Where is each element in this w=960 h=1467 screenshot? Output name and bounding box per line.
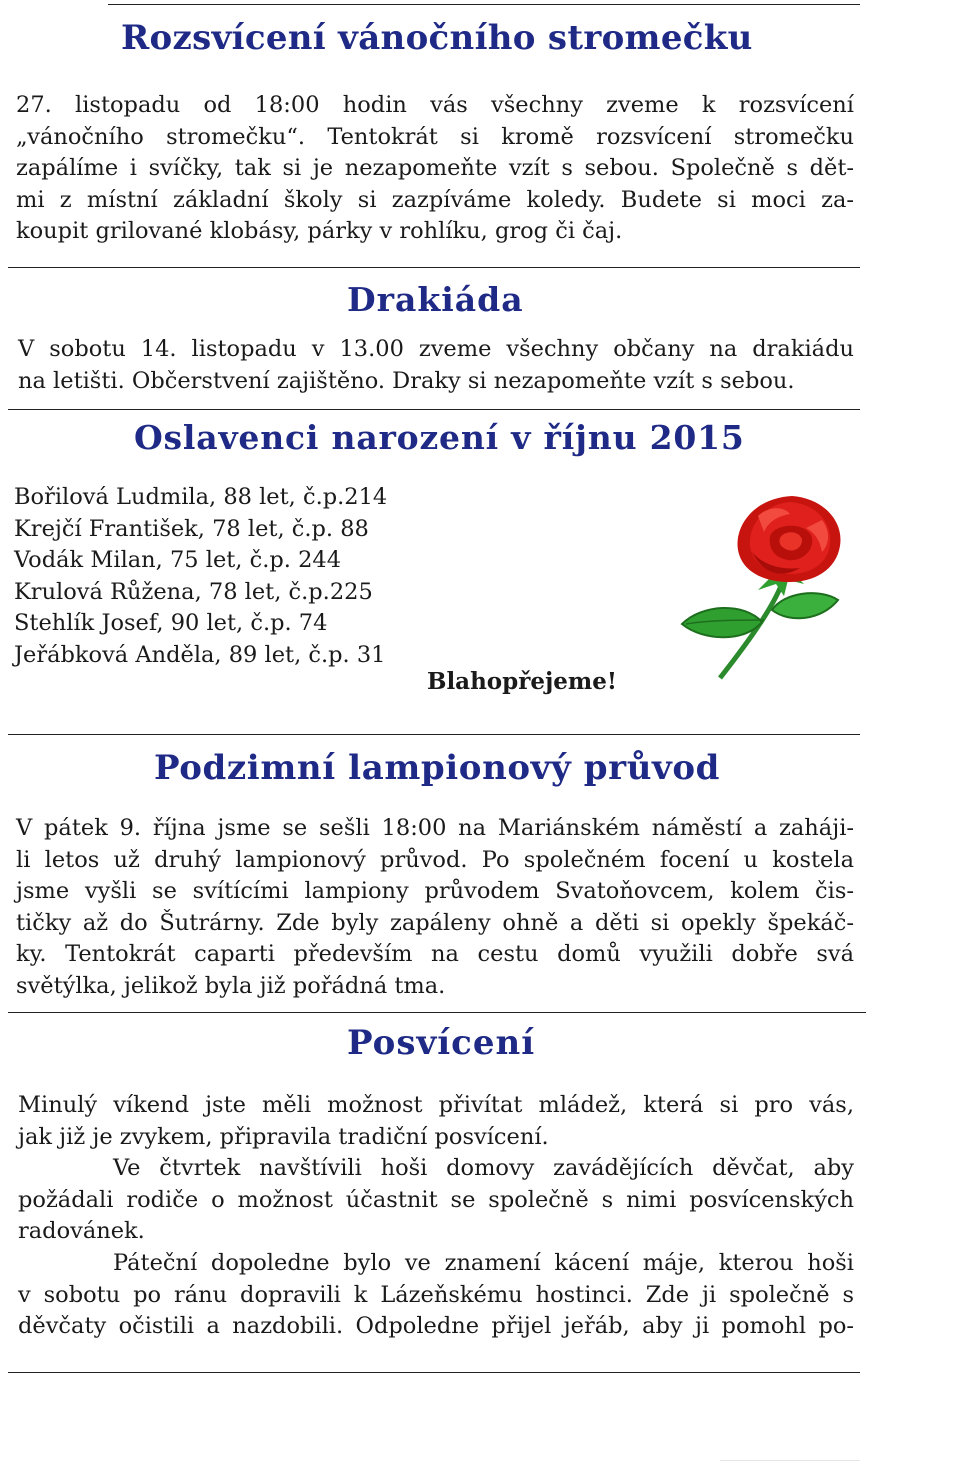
text-line: jak již je zvykem, připravila tradiční posvícení. [18,1123,549,1150]
lantern-parade-paragraph [16,813,854,1002]
text-line: jsme vyšli se svítícími lampiony průvodem Svatoňovcem, kolem čis- [16,878,854,904]
list-item: Vodák Milan, 75 let, č.p. 244 [14,547,342,573]
text-line: „vánočního stromečku“. Tentokrát si kromě rozsvícení stromečku [16,123,854,150]
text-line: Ve čtvrtek navštívili hoši domovy zavádějících děvčat, aby [113,1155,854,1181]
divider-3 [8,734,860,735]
birthdays-title: Oslavenci narození v říjnu 2015 [134,418,745,457]
text-line: děvčaty očistili a nazdobili. Odpoledne přijel jeřáb, aby ji pomohl po- [18,1313,854,1339]
feast-paragraph-1 [18,1090,854,1153]
feast-paragraph-2 [18,1153,854,1248]
text-line: světýlka, jelikož byla již pořádná tma. [16,972,446,999]
list-item: Bořilová Ludmila, 88 let, č.p.214 [14,484,388,510]
top-rule [108,4,860,5]
text-line: Minulý víkend jste měli možnost přivítat mládež, která si pro vás, [18,1092,854,1118]
list-item: Krulová Růžena, 78 let, č.p.225 [14,578,373,605]
text-line: požádali rodiče o možnost účastnit se společně s nimi posvícenských [18,1186,854,1213]
kite-festival-paragraph [18,334,854,397]
feast-title: Posvícení [347,1023,536,1063]
list-item: Jeřábková Anděla, 89 let, č.p. 31 [14,641,386,668]
text-line: V pátek 9. října jsme se sešli 18:00 na Mariánském náměstí a zaháji- [16,815,854,841]
feast-paragraph-3 [18,1248,854,1343]
text-line: ky. Tentokrát caparti především na cestu domů využili dobře svá [16,941,854,967]
faint-line [720,1460,860,1461]
red-rose-icon [672,492,852,680]
text-line: radovánek. [18,1218,145,1244]
text-line: zapálíme i svíčky, tak si je nezapomeňte vzít s sebou. Společně s dět- [16,155,854,181]
birthday-list [14,482,387,671]
divider-2 [8,409,860,410]
text-line: Páteční dopoledne bylo ve znamení kácení máje, kterou hoši [113,1250,854,1276]
text-line: tičky až do Šutrárny. Zde byly zapáleny ohně a děti si opekly špekáč- [16,909,854,936]
divider-4 [8,1012,866,1013]
text-line: li letos už druhý lampionový průvod. Po společném focení u kostela [16,846,854,873]
text-line: V sobotu 14. listopadu v 13.00 zveme všechny občany na drakiádu [18,336,854,362]
text-line: mi z místní základní školy si zazpíváme koledy. Budete si moci za- [16,186,854,213]
kite-festival-title: Drakiáda [347,280,524,319]
text-line: koupit grilované klobásy, párky v rohlíku, grog či čaj. [16,218,623,244]
list-item: Stehlík Josef, 90 let, č.p. 74 [14,610,328,636]
text-line: na letišti. Občerstvení zajištěno. Draky si nezapomeňte vzít s sebou. [18,367,795,394]
congratulation-text: Blahopřejeme! [427,668,617,695]
bottom-rule [8,1372,860,1373]
divider-1 [8,267,860,268]
list-item: Krejčí František, 78 let, č.p. 88 [14,515,369,542]
text-line: 27. listopadu od 18:00 hodin vás všechny zveme k rozsvícení [16,92,854,118]
lantern-parade-title: Podzimní lampionový průvod [154,748,721,788]
text-line: v sobotu po ránu dopravili k Lázeňskému hostinci. Zde ji společně s [18,1281,854,1308]
christmas-tree-paragraph [16,90,854,248]
christmas-tree-title: Rozsvícení vánočního stromečku [121,18,753,58]
